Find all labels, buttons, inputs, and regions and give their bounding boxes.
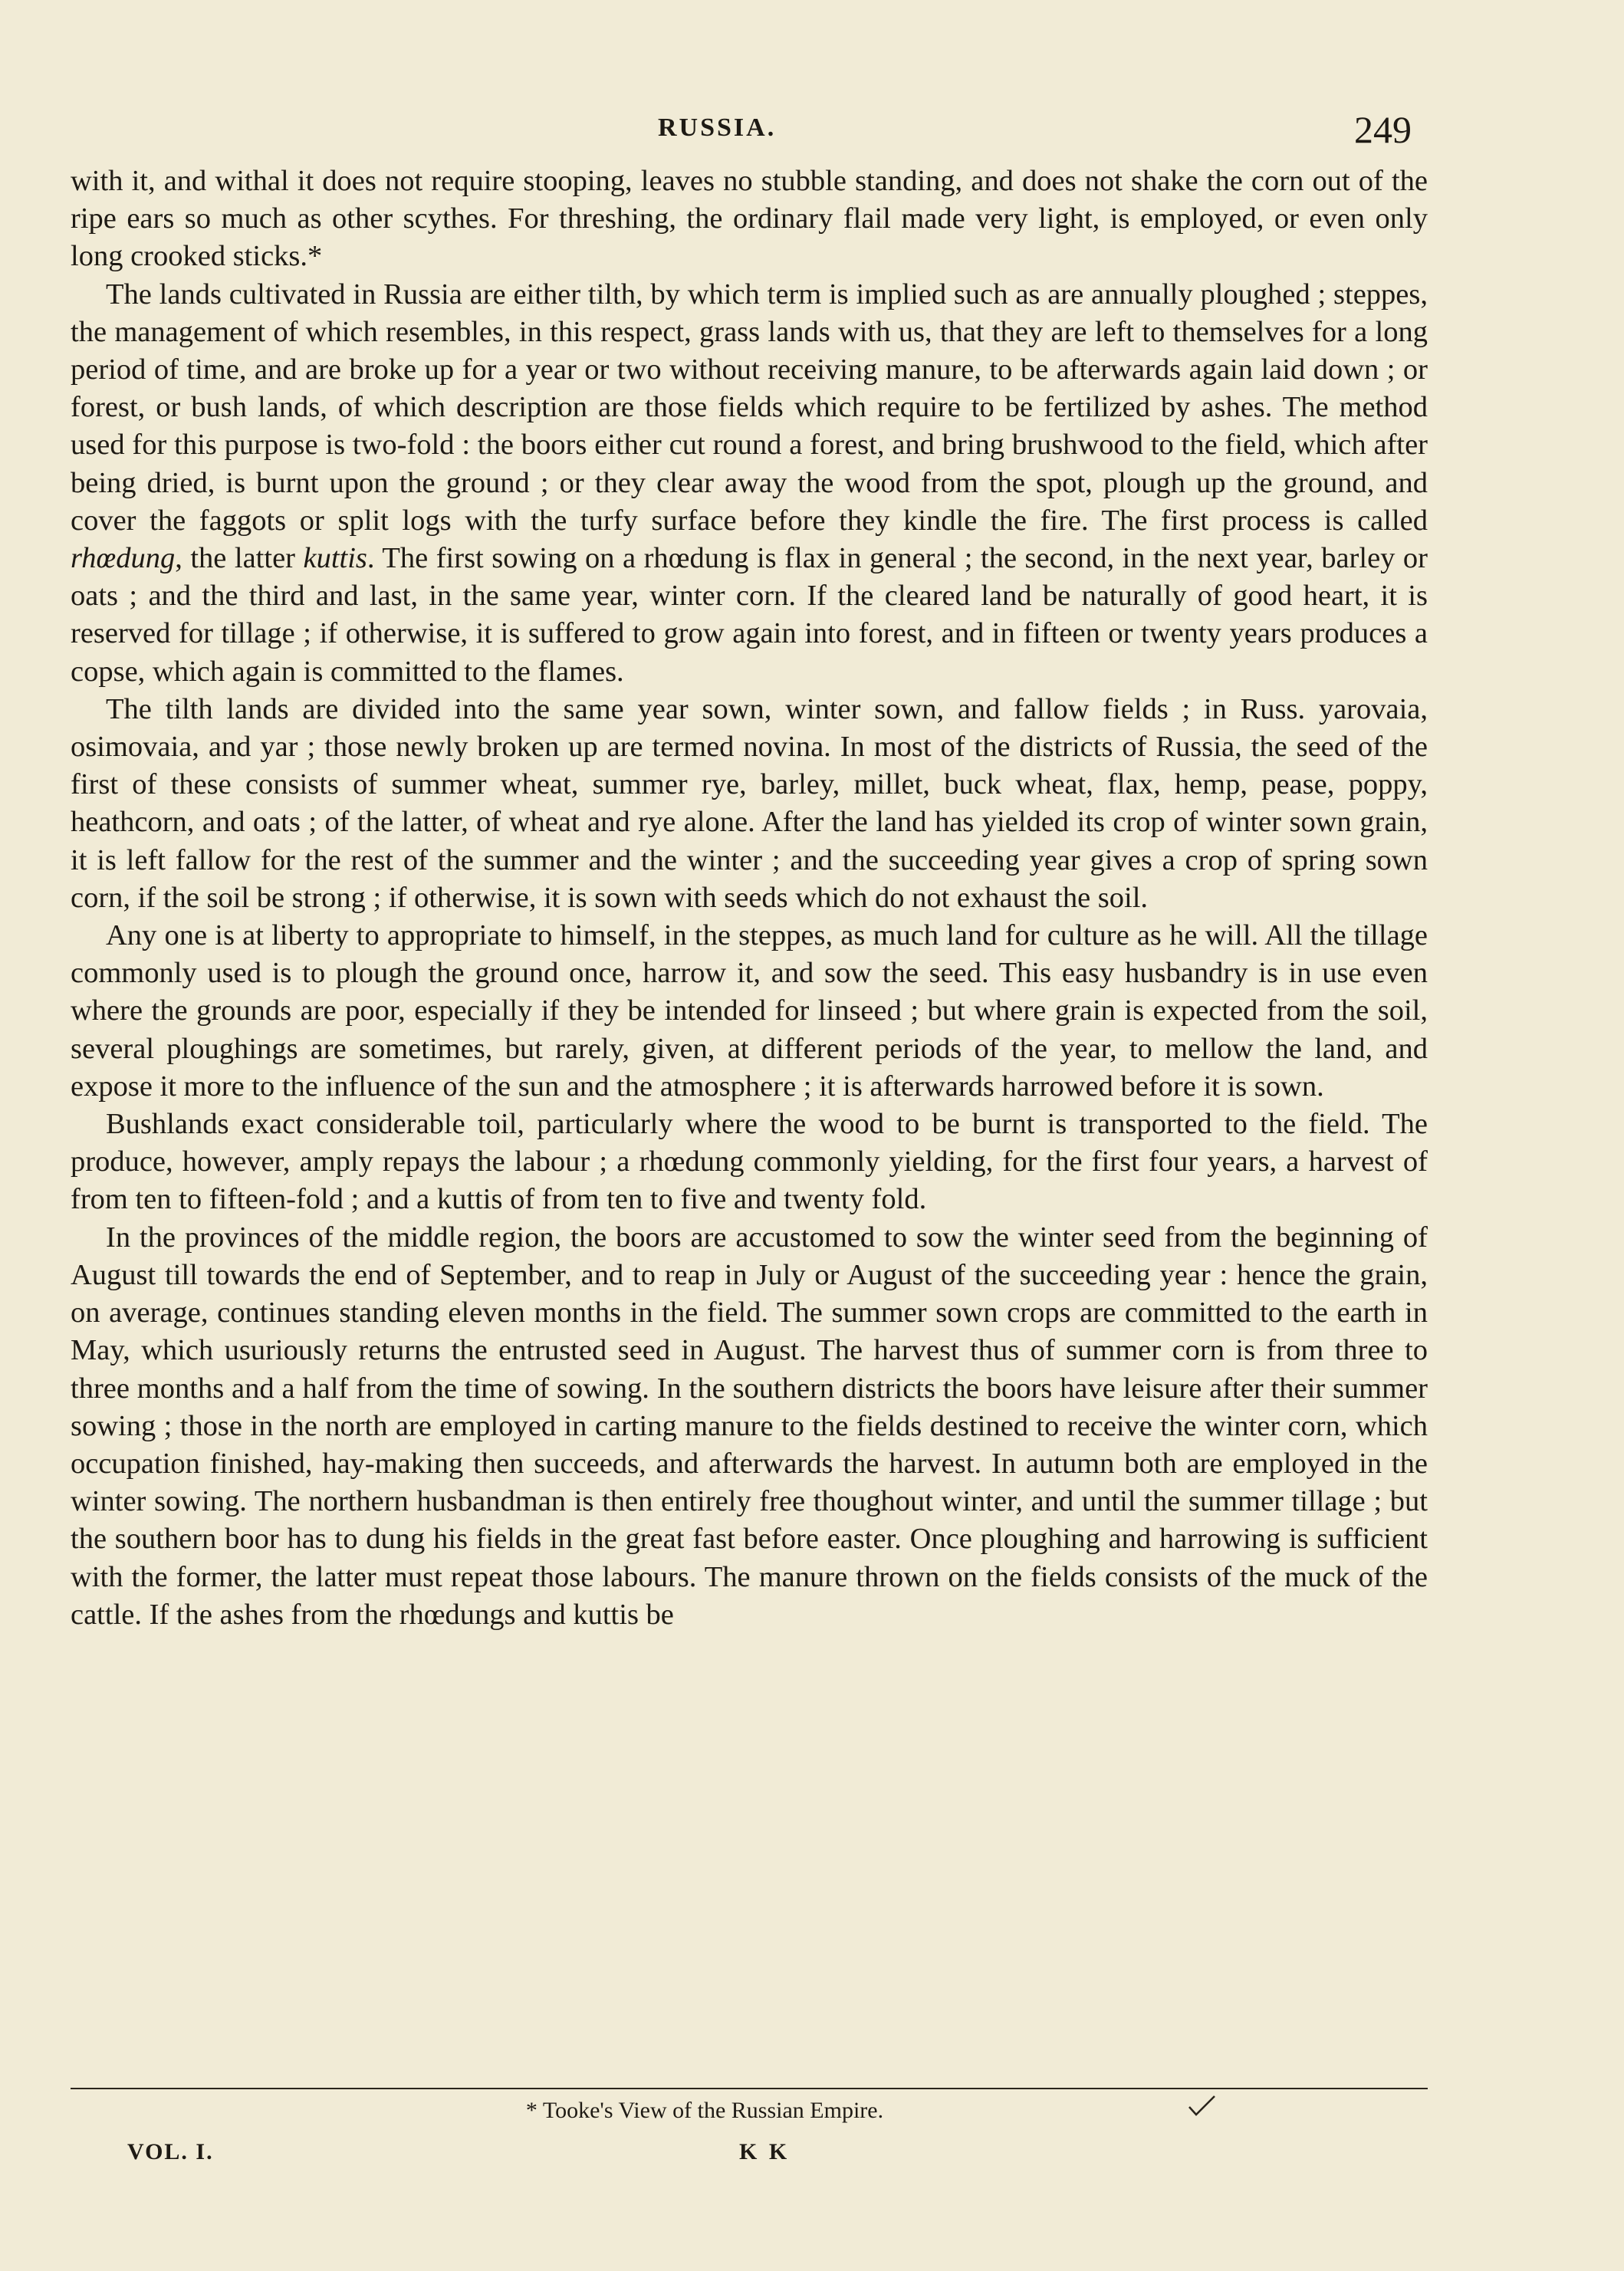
text-run: with it, and withal it does not require stooping, leaves no stubble standing, and does not shake the corn out of the ripe ears so much as other scythes. For threshing, the ordinary flail made very light, is employed, or even only long crooked sticks.*: [71, 165, 1428, 273]
paragraph: [71, 1219, 1428, 1634]
running-head: [0, 107, 1624, 153]
paragraph: [71, 276, 1428, 691]
text-run: Any one is at liberty to appropriate to himself, in the steppes, as much land for culture as he will. All the tillage commonly used is to plough the ground once, harrow it, and sow the seed. This easy husbandry is in use even where the grounds are poor, especially if they be intended for linseed ; but where grain is expected from the soil, several ploughings are sometimes, but rarely, given, at different periods of the year, to mellow the land, and expose it more to the influence of the sun and the atmosphere ; it is afterwards harrowed before it is sown.: [71, 919, 1428, 1103]
body-text: [71, 163, 1428, 1634]
signature-mark: K K: [739, 2139, 791, 2164]
paragraph: [71, 917, 1428, 1106]
italic-term: kuttis: [303, 542, 367, 575]
text-run: The tilth lands are divided into the same year sown, winter sown, and fallow fields ; in Russ. yarovaia, osimovaia, and yar ; those newly broken up are termed novina. In most of the districts of Russia, the seed of the first of these consists of summer wheat, summer rye, barley, millet, buck wheat, flax, hemp, pease, poppy, heathcorn, and oats ; of the latter, of wheat and rye alone. After the land has yielded its crop of winter sown grain, it is left fallow for the rest of the summer and the winter ; and the succeeding year gives a crop of spring sown corn, if the soil be strong ; if otherwise, it is sown with seeds which do not exhaust the soil.: [71, 692, 1428, 914]
italic-term: rhœdung: [71, 542, 176, 575]
page-footer: [0, 2139, 1624, 2177]
volume-label: VOL. I.: [127, 2139, 214, 2164]
text-run: In the provinces of the middle region, the boors are accustomed to sow the winter seed from the beginning of August till towards the end of September, and to reap in July or August of the succeeding year : hence the grain, on average, continues standing eleven months in the field. The summer sown crops are committed to the earth in May, which usuriously returns the entrusted seed in August. The harvest thus of summer corn is from three to three months and a half from the time of sowing. In the southern districts the boors have leisure after their summer sowing ; those in the north are employed in carting manure to the fields destined to receive the winter corn, which occupation finished, hay-making then succeeds, and afterwards the harvest. In autumn both are employed in the winter sowing. The northern husbandman is then entirely free thoughout winter, and until the summer tillage ; but the southern boor has to dung his fields in the great fast before easter. Once ploughing and harrowing is sufficient with the former, the latter must repeat those labours. The manure thrown on the fields consists of the muck of the cattle. If the ashes from the rhœdungs and kuttis be: [71, 1221, 1428, 1631]
running-title: RUSSIA.: [658, 113, 777, 142]
paragraph: [71, 1106, 1428, 1219]
page-number: 249: [1354, 108, 1412, 151]
text-run: Bushlands exact considerable toil, particularly where the wood to be burnt is transported to the field. The produce, however, amply repays the labour ; a rhœdung commonly yielding, for the first four years, a harvest of from ten to fifteen-fold ; and a kuttis of from ten to five and twenty fold.: [71, 1108, 1428, 1216]
text-run: The lands cultivated in Russia are either tilth, by which term is implied such as are annually ploughed ; steppes, the management of which resembles, in this respect, grass lands with us, that they are left to themselves for a long period of time, and are broke up for a year or two without receiving manure, to be afterwards again laid down ; or forest, or bush lands, of which description are those fields which require to be fertilized by ashes. The method used for this purpose is two-fold : the boors either cut round a forest, and bring brushwood to the field, which after being dried, is burnt upon the ground ; or they clear away the wood from the spot, plough up the ground, and cover the faggots or split logs with the turfy surface before they kindle the fire. The first process is called: [71, 278, 1428, 537]
footnote: [0, 2098, 1624, 2124]
text-run: . The first sowing on a rhœdung is flax in general ; the second, in the next year, barley or oats ; and the third and last, in the same year, winter corn. If the cleared land be naturally of good heart, it is reserved for tillage ; if otherwise, it is suffered to grow again into forest, and in fifteen or twenty years produces a copse, which again is committed to the flames.: [71, 542, 1428, 688]
footnote-text: * Tooke's View of the Russian Empire.: [525, 2098, 884, 2123]
paragraph: [71, 691, 1428, 917]
text-run: , the latter: [175, 542, 304, 575]
paragraph: [71, 163, 1428, 276]
footnote-rule: [71, 2088, 1428, 2089]
